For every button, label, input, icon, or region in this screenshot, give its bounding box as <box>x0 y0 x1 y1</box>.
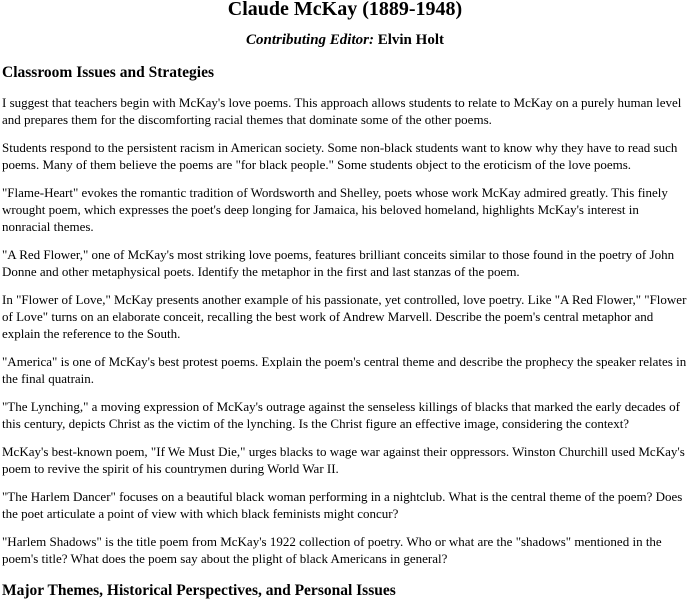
paragraph-harlem-shadows: "Harlem Shadows" is the title poem from McKay's 1922 collection of poetry. Who or what are the "shadows" mentioned in the poem's title? What does the poem say about the plight of black Americans in general? <box>2 534 662 566</box>
paragraph-a-red-flower: "A Red Flower," one of McKay's most striking love poems, features brilliant conceits similar to those found in the poetry of John Donne and other metaphysical poets. Identify the metaphor in the first and last stanzas of the poem. <box>2 247 675 279</box>
section-heading-classroom-issues: Classroom Issues and Strategies <box>2 64 214 81</box>
paragraph-the-harlem-dancer: "The Harlem Dancer" focuses on a beautiful black woman performing in a nightclub. What is the central theme of the poem? Does the poet articulate a point of view with which black feminists might concur? <box>2 489 683 521</box>
paragraph-if-we-must-die: McKay's best-known poem, "If We Must Die," urges blacks to wage war against their oppressors. Winston Churchill used McKay's poem to revive the spirit of his countrymen during World War II. <box>2 444 685 476</box>
paragraph-america: "America" is one of McKay's best protest poems. Explain the poem's central theme and describe the prophecy the speaker relates in the final quatrain. <box>2 354 687 386</box>
section-heading-major-themes: Major Themes, Historical Perspectives, and Personal Issues <box>2 582 396 599</box>
paragraph-student-responses: Students respond to the persistent racism in American society. Some non-black students want to know why they have to read such poems. Many of them believe the poems are "for black people." Some students object to the eroticism of the love poems. <box>2 140 678 172</box>
contributing-editor-name: Elvin Holt <box>377 32 444 48</box>
contributing-editor-label: Contributing Editor: <box>246 32 374 48</box>
paragraph-flower-of-love: In "Flower of Love," McKay presents another example of his passionate, yet controlled, love poetry. Like "A Red Flower," "Flower of Love" turns on an elaborate conceit, recalling the best work of Andrew Marvell. Describe the poem's central metaphor and explain the reference to the South. <box>2 292 687 341</box>
contributing-editor-line <box>2 31 688 49</box>
page-title: Claude McKay (1889-1948) <box>227 0 463 20</box>
paragraph-love-poems-approach: I suggest that teachers begin with McKay's love poems. This approach allows students to relate to McKay on a purely human level and prepares them for the discomforting racial themes that dominate some of the other poems. <box>2 95 682 127</box>
paragraph-the-lynching: "The Lynching," a moving expression of McKay's outrage against the senseless killings of blacks that marked the early decades of this century, depicts Christ as the victim of the lynching. Is the Christ figure an effective image, considering the context? <box>2 399 680 431</box>
paragraph-flame-heart: "Flame-Heart" evokes the romantic tradition of Wordsworth and Shelley, poets whose work McKay admired greatly. This finely wrought poem, which expresses the poet's deep longing for Jamaica, his beloved homeland, highlights McKay's interest in nonracial themes. <box>2 185 668 234</box>
